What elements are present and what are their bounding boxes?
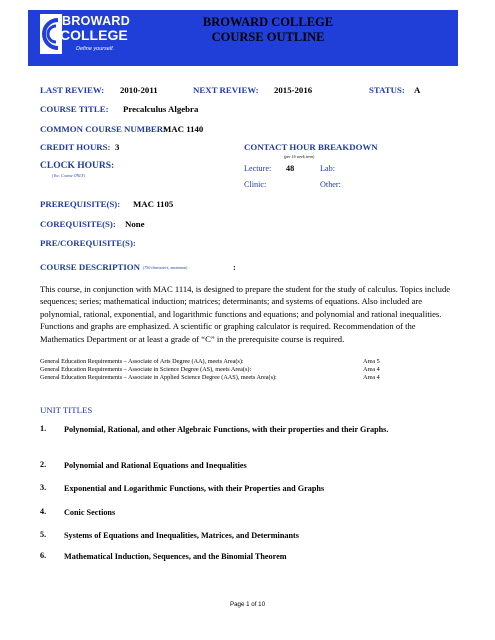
lecture-value: 48 — [286, 164, 295, 173]
clock-hours-label: CLOCK HOURS: — [40, 161, 115, 171]
unit-title: Systems of Equations and Inequalities, Matrices, and Determinants — [64, 531, 299, 540]
gen-ed-as: General Education Requirements – Associate in Science Degree (AS), meets Area(s): — [40, 366, 252, 373]
logo-line1: BROWARD — [62, 14, 131, 28]
clinic-label: Clinic: — [244, 180, 267, 189]
lab-label: Lab: — [320, 164, 336, 173]
logo-line2: COLLEGE — [60, 27, 128, 43]
prerequisites-value: MAC 1105 — [133, 199, 174, 209]
course-number-label: COMMON COURSE NUMBER: — [40, 124, 167, 134]
unit-number: 4. — [40, 507, 47, 516]
page-title: BROWARD COLLEGE — [202, 15, 334, 29]
credit-hours-label: CREDIT HOURS: — [40, 142, 111, 152]
clock-hours-note: (Voc. Course ONLY) — [52, 173, 85, 178]
broward-college-logo — [38, 12, 130, 64]
gen-ed-aas-area: Area 4 — [363, 374, 380, 381]
lecture-label: Lecture: — [244, 164, 272, 173]
description-colon: : — [233, 262, 236, 272]
unit-number: 6. — [40, 551, 47, 560]
unit-title: Exponential and Logarithmic Functions, with their Properties and Graphs — [64, 484, 325, 493]
corequisites-label: COREQUISITE(S): — [40, 219, 116, 229]
contact-hour-note: (per 16 week term) — [284, 154, 315, 159]
credit-hours-value: 3 — [115, 142, 120, 152]
unit-number: 3. — [40, 483, 47, 492]
last-review-label: LAST REVIEW: — [40, 85, 105, 95]
unit-title: Polynomial and Rational Equations and Inequalities — [64, 461, 247, 470]
corequisites-value: None — [125, 219, 145, 229]
description-note: (750 characters, maximum) — [143, 265, 188, 270]
course-number-value: MAC 1140 — [163, 124, 204, 134]
gen-ed-aas: General Education Requirements – Associate in Applied Science Degree (AAS), meets Area(s): — [40, 374, 277, 381]
gen-ed-aa-area: Area 5 — [363, 358, 380, 365]
next-review-value: 2015-2016 — [274, 85, 313, 95]
unit-number: 5. — [40, 530, 47, 539]
status-value: A — [414, 85, 421, 95]
unit-title: Polynomial, Rational, and other Algebraic Functions, with their properties and their Graphs. — [64, 425, 389, 434]
contact-hour-label: CONTACT HOUR BREAKDOWN — [244, 142, 378, 152]
prerequisites-label: PREREQUISITE(S): — [40, 199, 121, 209]
description-text: This course, in conjunction with MAC 1114, is designed to prepare the student for the study of calculus. Topics include sequences; series; mathematical induction; matrices; determinants; and systems of equations. Also included are polynomial, rational, exponential, and logarithmic functions and equations; and polynomial and rational inequalities. Functions and graphs are emphasized. A scientific or graphing calculator is required. Recommendation of the Mathematics Department or at least a grade of “C” in the prerequisite course is required. — [40, 284, 451, 344]
page-number: Page 1 of 10 — [229, 601, 266, 608]
unit-title: Mathematical Induction, Sequences, and the Binomial Theorem — [64, 552, 287, 561]
next-review-label: NEXT REVIEW: — [193, 85, 259, 95]
unit-title: Conic Sections — [64, 508, 116, 517]
course-title-label: COURSE TITLE: — [40, 104, 109, 114]
page-subtitle: COURSE OUTLINE — [211, 30, 325, 44]
unit-number: 2. — [40, 460, 47, 469]
unit-number: 1. — [40, 424, 47, 433]
other-label: Other: — [320, 180, 341, 189]
description-label: COURSE DESCRIPTION — [40, 262, 140, 272]
status-label: STATUS: — [369, 85, 405, 95]
gen-ed-aa: General Education Requirements – Associate of Arts Degree (AA), meets Area(s): — [40, 358, 244, 365]
gen-ed-as-area: Area 4 — [363, 366, 380, 373]
pre-corequisites-label: PRE/COREQUISITE(S): — [40, 238, 136, 248]
last-review-value: 2010-2011 — [120, 85, 158, 95]
logo-tagline: Define yourself. — [76, 46, 115, 52]
unit-titles-label: UNIT TITLES — [40, 405, 93, 415]
course-title-value: Precalculus Algebra — [123, 104, 199, 114]
